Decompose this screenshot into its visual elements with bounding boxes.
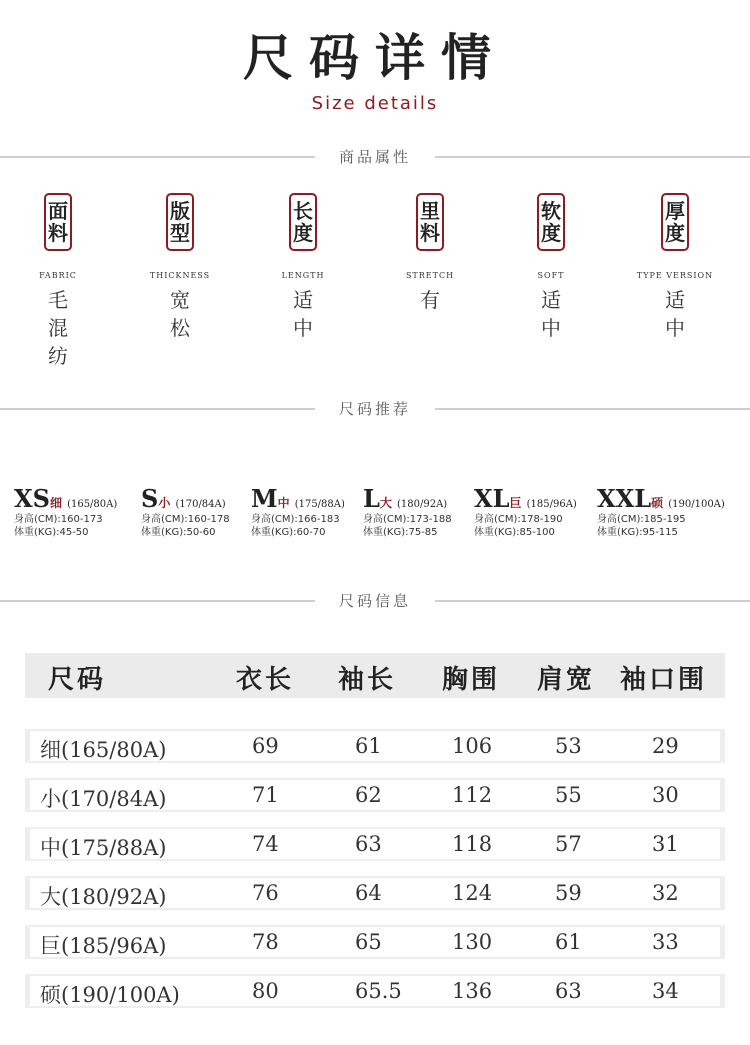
- table-cell: 巨(185/96A): [40, 934, 167, 958]
- table-cell: 106: [452, 734, 493, 758]
- size-card-xl: [474, 484, 577, 539]
- size-cn: 巨: [509, 496, 522, 510]
- divider-line: [435, 408, 750, 410]
- page-subtitle: Size details: [311, 93, 439, 114]
- size-code: L: [363, 484, 380, 513]
- size-weight: 体重(KG):75-85: [363, 527, 438, 538]
- size-code: S: [141, 484, 159, 513]
- table-header-cell: 袖长: [338, 665, 397, 695]
- section-label: 尺码推荐: [338, 400, 411, 418]
- seal-icon: 里 料: [416, 193, 444, 251]
- size-weight: 体重(KG):45-50: [14, 527, 89, 538]
- attribute-value: 有: [420, 288, 440, 312]
- table-header-cell: 尺码: [48, 665, 107, 695]
- divider-line: [435, 600, 750, 602]
- table-cell: 64: [355, 881, 382, 905]
- size-card-s: [141, 484, 230, 539]
- table-cell: 74: [252, 832, 279, 856]
- table-cell: 80: [252, 979, 279, 1003]
- size-spec: (185/96A): [526, 499, 577, 510]
- table-cell: 33: [652, 930, 679, 954]
- size-card-m: [251, 484, 345, 539]
- table-header-cell: 袖口围: [620, 665, 708, 695]
- size-weight: 体重(KG):95-115: [597, 527, 678, 538]
- seal-icon: 软 度: [537, 193, 565, 251]
- table-cell: 小(170/84A): [40, 787, 167, 811]
- size-weight: 体重(KG):85-100: [474, 527, 555, 538]
- table-cell: 63: [355, 832, 382, 856]
- size-cn: 中: [277, 496, 290, 510]
- attribute-en-label: SOFT: [537, 271, 565, 280]
- table-cell: 细(165/80A): [40, 738, 167, 762]
- attribute-en-label: TYPE VERSION: [636, 271, 714, 280]
- attribute-value: 适 中: [293, 288, 313, 340]
- page-title: 尺码详情: [243, 28, 507, 87]
- table-header-cell: 胸围: [442, 665, 501, 695]
- attribute-value: 适 中: [665, 288, 685, 340]
- size-cn: 大: [379, 496, 392, 510]
- size-code: XL: [474, 484, 510, 513]
- seal-icon: 面 料: [44, 193, 72, 251]
- divider-line: [435, 156, 750, 158]
- table-cell: 112: [452, 783, 493, 807]
- attribute-fabric: [3, 193, 113, 370]
- table-cell: 30: [652, 783, 679, 807]
- table-cell: 65.5: [355, 979, 402, 1003]
- size-cn: 小: [158, 496, 171, 510]
- table-cell: 118: [452, 832, 493, 856]
- size-cn: 硕: [651, 496, 664, 510]
- size-height: 身高(CM):185-195: [597, 514, 686, 525]
- size-code: XXL: [597, 484, 652, 513]
- attribute-en-label: LENGTH: [281, 271, 325, 280]
- size-height: 身高(CM):160-173: [14, 514, 103, 525]
- attribute-value: 适 中: [541, 288, 561, 340]
- table-cell: 61: [355, 734, 382, 758]
- section-label: 商品属性: [338, 148, 411, 166]
- table-header-cell: 肩宽: [537, 665, 596, 695]
- table-cell: 78: [252, 930, 279, 954]
- size-card-l: [363, 484, 452, 539]
- table-cell: 65: [355, 930, 382, 954]
- table-cell: 中(175/88A): [40, 836, 167, 860]
- table-cell: 136: [452, 979, 493, 1003]
- attribute-value: 毛 混 纺: [48, 288, 68, 368]
- table-cell: 29: [652, 734, 679, 758]
- size-weight: 体重(KG):60-70: [251, 527, 326, 538]
- size-card-xs: [14, 484, 117, 539]
- size-spec: (190/100A): [668, 499, 725, 510]
- table-cell: 69: [252, 734, 279, 758]
- size-spec: (165/80A): [67, 499, 118, 510]
- size-code: XS: [14, 484, 50, 513]
- seal-icon: 厚 度: [661, 193, 689, 251]
- attribute-soft: [496, 193, 606, 342]
- table-cell: 57: [555, 832, 582, 856]
- size-code: M: [251, 484, 278, 513]
- size-height: 身高(CM):160-178: [141, 514, 230, 525]
- size-cn: 细: [49, 496, 62, 510]
- table-cell: 硕(190/100A): [40, 983, 180, 1007]
- table-cell: 53: [555, 734, 582, 758]
- attribute-stretch: [375, 193, 485, 314]
- size-weight: 体重(KG):50-60: [141, 527, 216, 538]
- size-height: 身高(CM):173-188: [363, 514, 452, 525]
- table-cell: 61: [555, 930, 582, 954]
- seal-icon: 长 度: [289, 193, 317, 251]
- table-cell: 71: [252, 783, 279, 807]
- section-label: 尺码信息: [338, 592, 411, 610]
- table-cell: 124: [452, 881, 493, 905]
- attribute-en-label: THICKNESS: [149, 271, 211, 280]
- table-cell: 55: [555, 783, 582, 807]
- table-cell: 31: [652, 832, 679, 856]
- attribute-value: 宽 松: [170, 288, 190, 340]
- size-height: 身高(CM):178-190: [474, 514, 563, 525]
- table-cell: 大(180/92A): [40, 885, 167, 909]
- section-divider-attributes: [0, 146, 750, 168]
- size-height: 身高(CM):166-183: [251, 514, 340, 525]
- table-cell: 34: [652, 979, 679, 1003]
- attribute-type-version: [620, 193, 730, 342]
- section-divider-recommend: [0, 398, 750, 420]
- size-spec: (175/88A): [294, 499, 345, 510]
- attribute-en-label: STRETCH: [405, 271, 455, 280]
- attribute-thickness: [125, 193, 235, 342]
- table-cell: 130: [452, 930, 493, 954]
- attribute-en-label: FABRIC: [39, 271, 77, 280]
- size-spec: (170/84A): [175, 499, 226, 510]
- size-card-xxl: [597, 484, 725, 539]
- seal-icon: 版 型: [166, 193, 194, 251]
- table-cell: 62: [355, 783, 382, 807]
- table-cell: 76: [252, 881, 279, 905]
- size-spec: (180/92A): [396, 499, 448, 510]
- table-header-cell: 衣长: [236, 665, 295, 695]
- table-cell: 59: [555, 881, 582, 905]
- attribute-length: [248, 193, 358, 342]
- table-cell: 32: [652, 881, 679, 905]
- section-divider-info: [0, 590, 750, 612]
- table-cell: 63: [555, 979, 582, 1003]
